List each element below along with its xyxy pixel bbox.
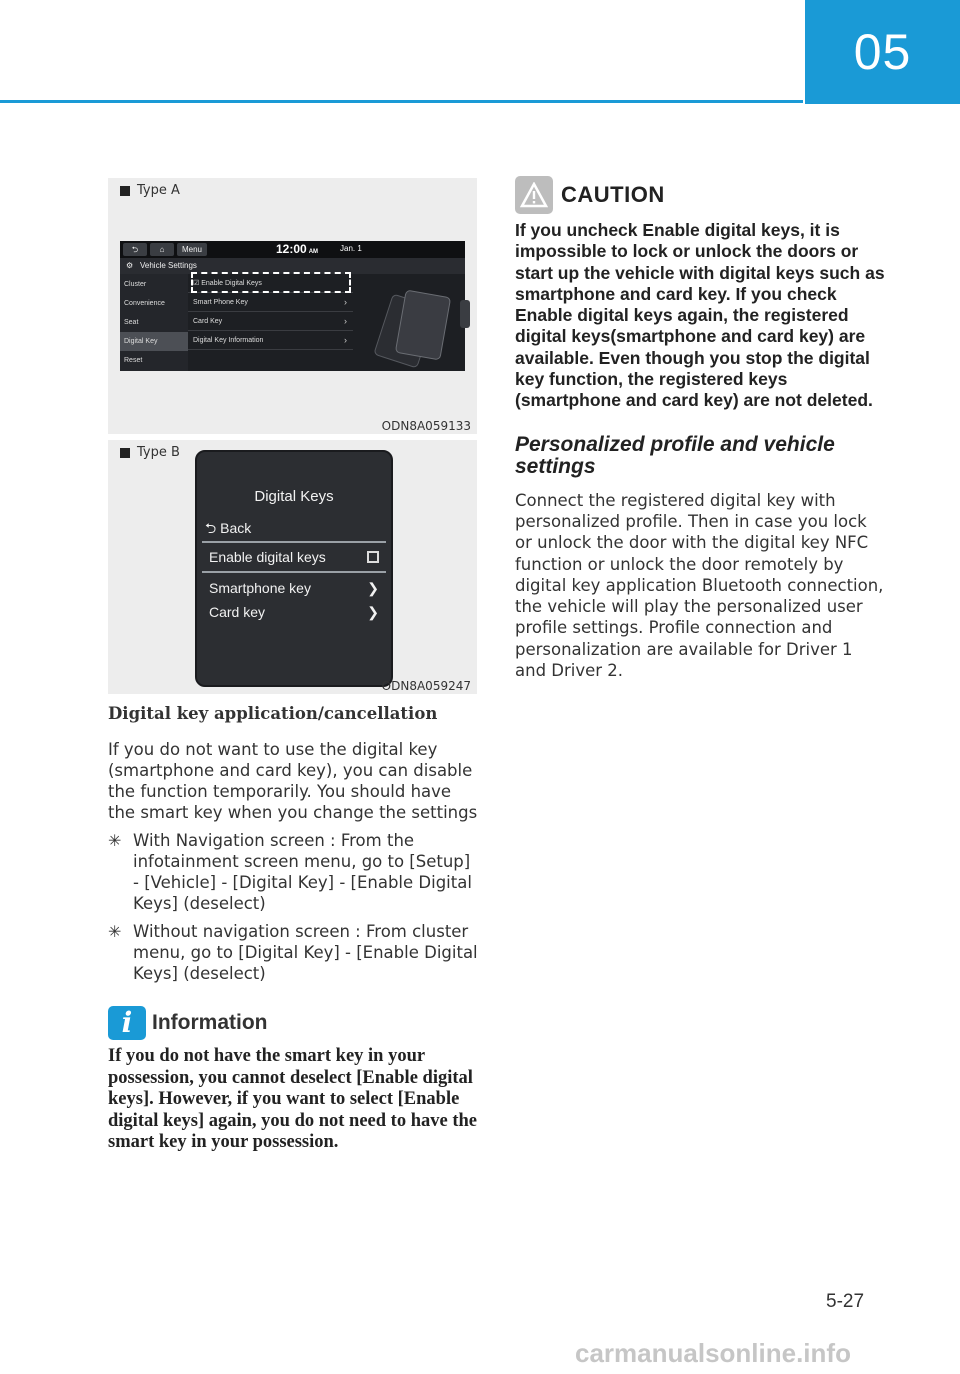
chevron-right-icon: › [344,297,347,307]
settings-sidebar [120,274,188,371]
checkbox-empty-icon [367,551,379,563]
right-column [515,176,887,681]
clock: 12:00 AM [276,242,319,256]
back-item [205,518,251,542]
figure-type-b [108,440,477,694]
gear-icon: ⚙ [126,261,134,270]
list-item-label: Digital Key Information [193,337,264,344]
header-rule [0,100,803,103]
checkbox-checked-icon: ☑ [193,280,200,287]
caution-header [515,176,887,214]
list-item [108,921,478,984]
side-item: Cluster [124,281,147,288]
figure-label [120,445,180,460]
list-item [188,331,353,350]
list-item-label: Smart Phone Key [193,299,248,306]
back-arrow-icon: ⮌ [205,520,217,536]
chevron-right-icon: › [344,316,347,326]
profile-paragraph: Connect the registered digital key with personalized profile. Then in case you lock or unlock the door with the digital key NFC function or unlock the door remotely by digital key application Bluetooth connection, the vehicle will play the personalized user profile settings. Profile connection and personalization are available for Driver 1 and Driver 2. [515,490,884,681]
information-title: Information [152,1011,268,1034]
menu-button: Menu [177,243,207,256]
intro-paragraph: If you do not want to use the digital key (smartphone and card key), you can disable the function temporarily. You should have the smart key when you change the settings [108,740,478,822]
status-bar [120,241,465,258]
row-label: Smartphone key [209,580,311,596]
home-icon: ⌂ [150,243,174,256]
smartphone-illustration [395,289,451,360]
list-item-label: Enable Digital Keys [201,280,262,287]
row-label: Card key [209,604,266,620]
info-icon: i [108,1006,146,1040]
card-key-row [197,598,391,626]
back-label: Back [220,520,252,536]
row-label: Enable digital keys [209,549,326,565]
warning-triangle-icon [515,176,553,214]
figure-label-text: Type A [137,183,180,198]
asterisk-icon: ✳ [108,922,122,941]
bullet-text: Without navigation screen : From cluster menu, go to [Digital Key] - [Enable Digital Keys] (deselect) [133,922,478,983]
date: Jan. 1 [340,244,362,253]
square-bullet-icon [120,448,130,458]
asterisk-icon: ✳ [108,831,122,850]
enable-digital-keys-row [197,543,391,571]
figure-code: ODN8A059247 [381,679,471,693]
watermark: carmanualsonline.info [575,1338,851,1368]
back-arrow-icon: ⮌ [123,243,147,256]
left-column [108,700,478,1154]
list-item [108,830,478,914]
infotainment-screen [120,241,465,371]
square-bullet-icon [120,186,130,196]
chevron-right-icon: ❯ [367,580,379,596]
highlight-box [191,272,351,293]
list-item [188,312,353,331]
figure-label-text: Type B [137,445,180,460]
list-item [188,293,353,312]
settings-title: Vehicle Settings [140,261,197,270]
subsection-heading: Personalized profile and vehicle settings [515,432,835,478]
information-text: If you do not have the smart key in your possession, you cannot deselect [Enable digital keys]. However, if you want to select [Enable digital keys] again, you do not need to have the smart key in your possession. [108,1046,478,1152]
separator [202,571,386,573]
side-item: Convenience [124,300,165,307]
figure-label [120,183,180,198]
chevron-right-icon: ❯ [367,604,379,620]
figure-code: ODN8A059133 [381,419,471,433]
side-item: Seat [124,319,139,326]
section-heading: Digital key application/cancellation [108,704,438,723]
chapter-number: 05 [805,0,960,104]
list-item-label: Card Key [193,318,223,325]
caution-text: If you uncheck Enable digital keys, it is impossible to lock or unlock the doors or start up the vehicle with digital keys such as smartphone and card key. If you check Enable digital keys again, the registered digital keys(smartphone and card key) are available. Even though you stop the digital key function, the registered keys (smartphone and card key) are not deleted. [515,220,885,411]
screen-side-tab [460,300,470,328]
screen-title: Digital Keys [254,488,334,505]
page-number: 5-27 [826,1291,865,1312]
chevron-right-icon: › [344,335,347,345]
cluster-screen [195,450,393,687]
caution-title: CAUTION [561,182,665,207]
side-item: Reset [124,357,143,364]
information-header [108,1006,478,1040]
side-item-selected: Digital Key [120,332,188,351]
figure-type-a [108,178,477,434]
bullet-text: With Navigation screen : From the infotainment screen menu, go to [Setup] - [Vehicle] - [Digital Key] - [Enable Digital Keys] (deselect) [133,831,472,913]
